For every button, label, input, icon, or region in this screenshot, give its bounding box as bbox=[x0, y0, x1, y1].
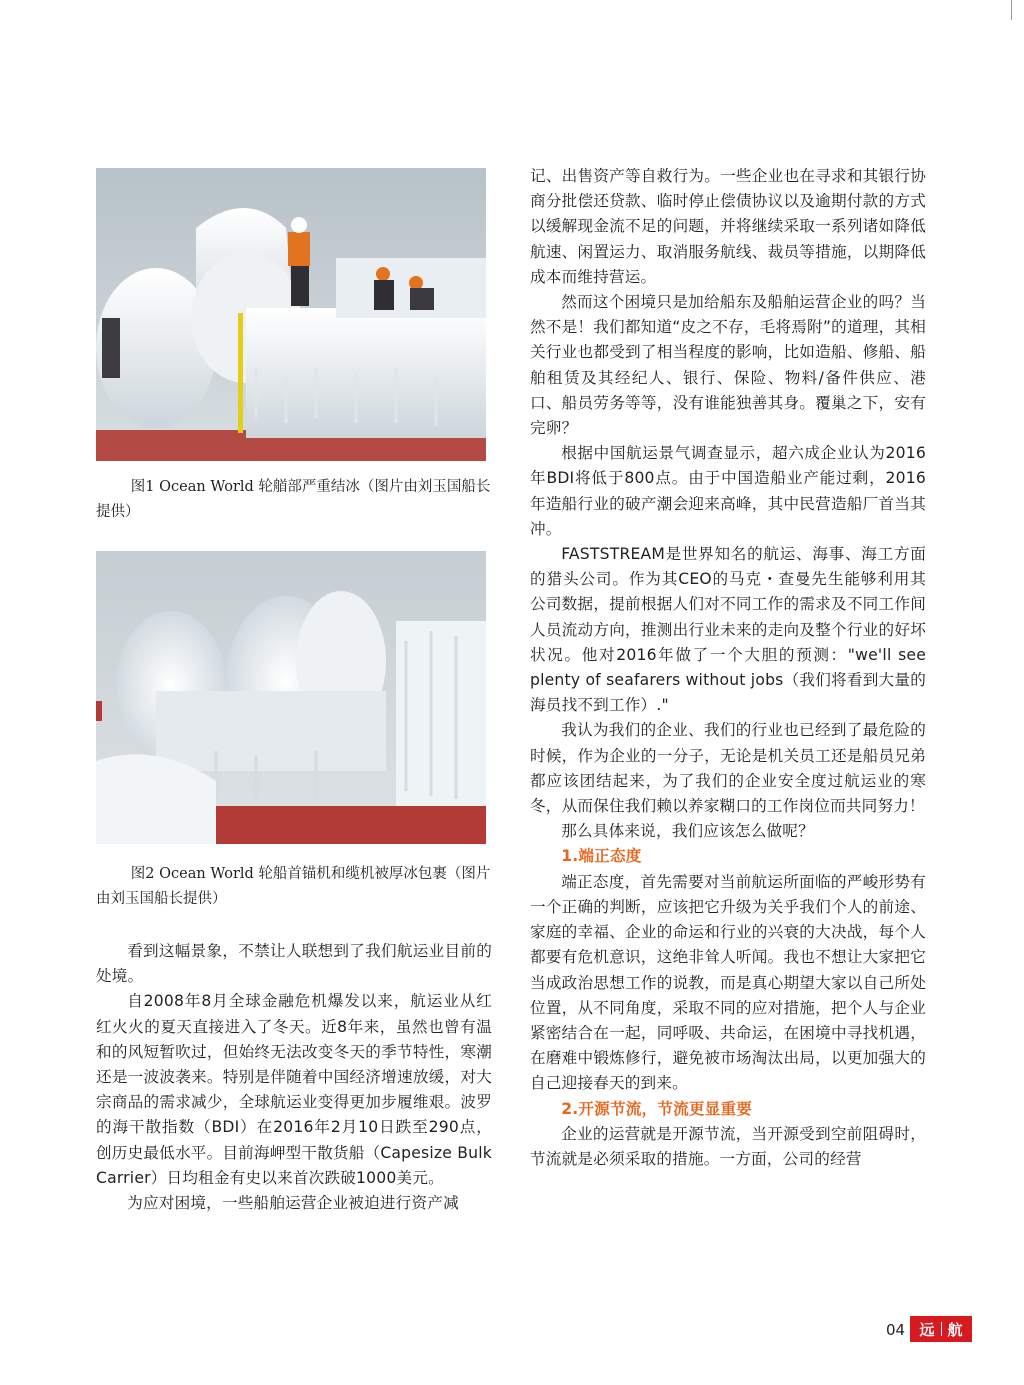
right-paragraph-6: 那么具体来说，我们应该怎么做呢？ bbox=[561, 822, 814, 841]
journal-char-2: 航 bbox=[947, 1320, 963, 1339]
figure-1-caption bbox=[96, 475, 496, 525]
section-heading-2: 2.开源节流，节流更显重要 bbox=[561, 1099, 753, 1118]
section-heading-1: 1.端正态度 bbox=[561, 847, 642, 866]
figure-1-photo bbox=[96, 168, 486, 461]
right-paragraph-4: FASTSTREAM是世界知名的航运、海事、海工方面的猎头公司。作为其CEO的马克・查曼先生能够利用其公司数据，提前根据人们对不同工作的需求及不同工作间人员流动方向，推测出行业未来的走向及整个行业的好坏状况。他对2016年做了一个大胆的预测："we'll see plenty of seafarers without jobs（我们将看到大量的海员找不到工作）." bbox=[530, 545, 926, 715]
figure-1-caption-text: 图1 Ocean World 轮艏部严重结冰（图片由刘玉国船长提供） bbox=[96, 479, 491, 520]
right-paragraph-1: 记、出售资产等自救行为。一些企业也在寻求和其银行协商分批偿还贷款、临时停止偿债协议以及逾期付款的方式以缓解现金流不足的问题，并将继续采取一系列诸如降低航速、闲置运力、取消服务航线、裁员等措施，以期降低成本而维持营运。 bbox=[530, 167, 926, 286]
journal-char-1: 远 bbox=[919, 1320, 935, 1339]
figure-2-photo bbox=[96, 551, 486, 844]
page-number: 04 bbox=[886, 1321, 906, 1339]
badge-divider bbox=[941, 1322, 942, 1336]
left-paragraph-3: 为应对困境，一些船舶运营企业被迫进行资产减 bbox=[127, 1194, 459, 1213]
left-paragraph-2: 自2008年8月全球金融危机爆发以来，航运业从红红火火的夏天直接进入了冬天。近8年来，虽然也曾有温和的风短暂吹过，但始终无法改变冬天的季节特性，寒潮还是一波波袭来。特别是伴随着中国经济增速放缓，对大宗商品的需求减少，全球航运业变得更加步履维艰。波罗的海干散指数（BDI）在2016年2月10日跌至290点，创历史最低水平。目前海岬型干散货船（Capesize Bulk Carrier）日均租金有史以来首次跌破1000美元。 bbox=[96, 992, 492, 1187]
right-paragraph-2: 然而这个困境只是加给船东及船舶运营企业的吗？当然不是！我们都知道“皮之不存，毛将焉附”的道理，其相关行业也都受到了相当程度的影响，比如造船、修船、船舶租赁及其经纪人、银行、保险、物料/备件供应、港口、船员劳务等等，没有谁能独善其身。覆巢之下，安有完卵？ bbox=[530, 293, 926, 438]
figure-2-caption bbox=[96, 862, 496, 912]
right-paragraph-7: 端正态度，首先需要对当前航运所面临的严峻形势有一个正确的判断，应该把它升级为关乎我们个人的前途、家庭的幸福、企业的命运和行业的兴衰的大决战，每个人都要有危机意识，这绝非耸人听闻。我也不想让大家把它当成政治思想工作的说教，而是真心期望大家以自己所处位置，从不同角度，采取不同的应对措施，把个人与企业紧密结合在一起，同呼吸、共命运，在困境中寻找机遇，在磨难中锻炼修行，避免被市场淘汰出局，以更加强大的自己迎接春天的到来。 bbox=[530, 872, 926, 1093]
left-column bbox=[96, 939, 492, 1216]
crop-mark bbox=[1011, 0, 1012, 20]
journal-badge bbox=[910, 1316, 972, 1342]
right-paragraph-3: 根据中国航运景气调查显示，超六成企业认为2016年BDI将低于800点。由于中国造船业产能过剩，2016年造船行业的破产潮会迎来高峰，其中民营造船厂首当其冲。 bbox=[530, 444, 926, 538]
left-paragraph-1: 看到这幅景象，不禁让人联想到了我们航运业目前的处境。 bbox=[96, 942, 492, 986]
right-column bbox=[530, 164, 926, 1172]
right-paragraph-5: 我认为我们的企业、我们的行业也已经到了最危险的时候，作为企业的一分子，无论是机关员工还是船员兄弟都应该团结起来，为了我们的企业安全度过航运业的寒冬，从而保住我们赖以养家糊口的工作岗位而共同努力！ bbox=[530, 721, 926, 816]
right-paragraph-8: 企业的运营就是开源节流，当开源受到空前阻碍时，节流就是必须采取的措施。一方面，公司的经营 bbox=[530, 1124, 926, 1168]
figure-2-caption-text: 图2 Ocean World 轮船首锚机和缆机被厚冰包裹（图片由刘玉国船长提供） bbox=[96, 866, 491, 907]
